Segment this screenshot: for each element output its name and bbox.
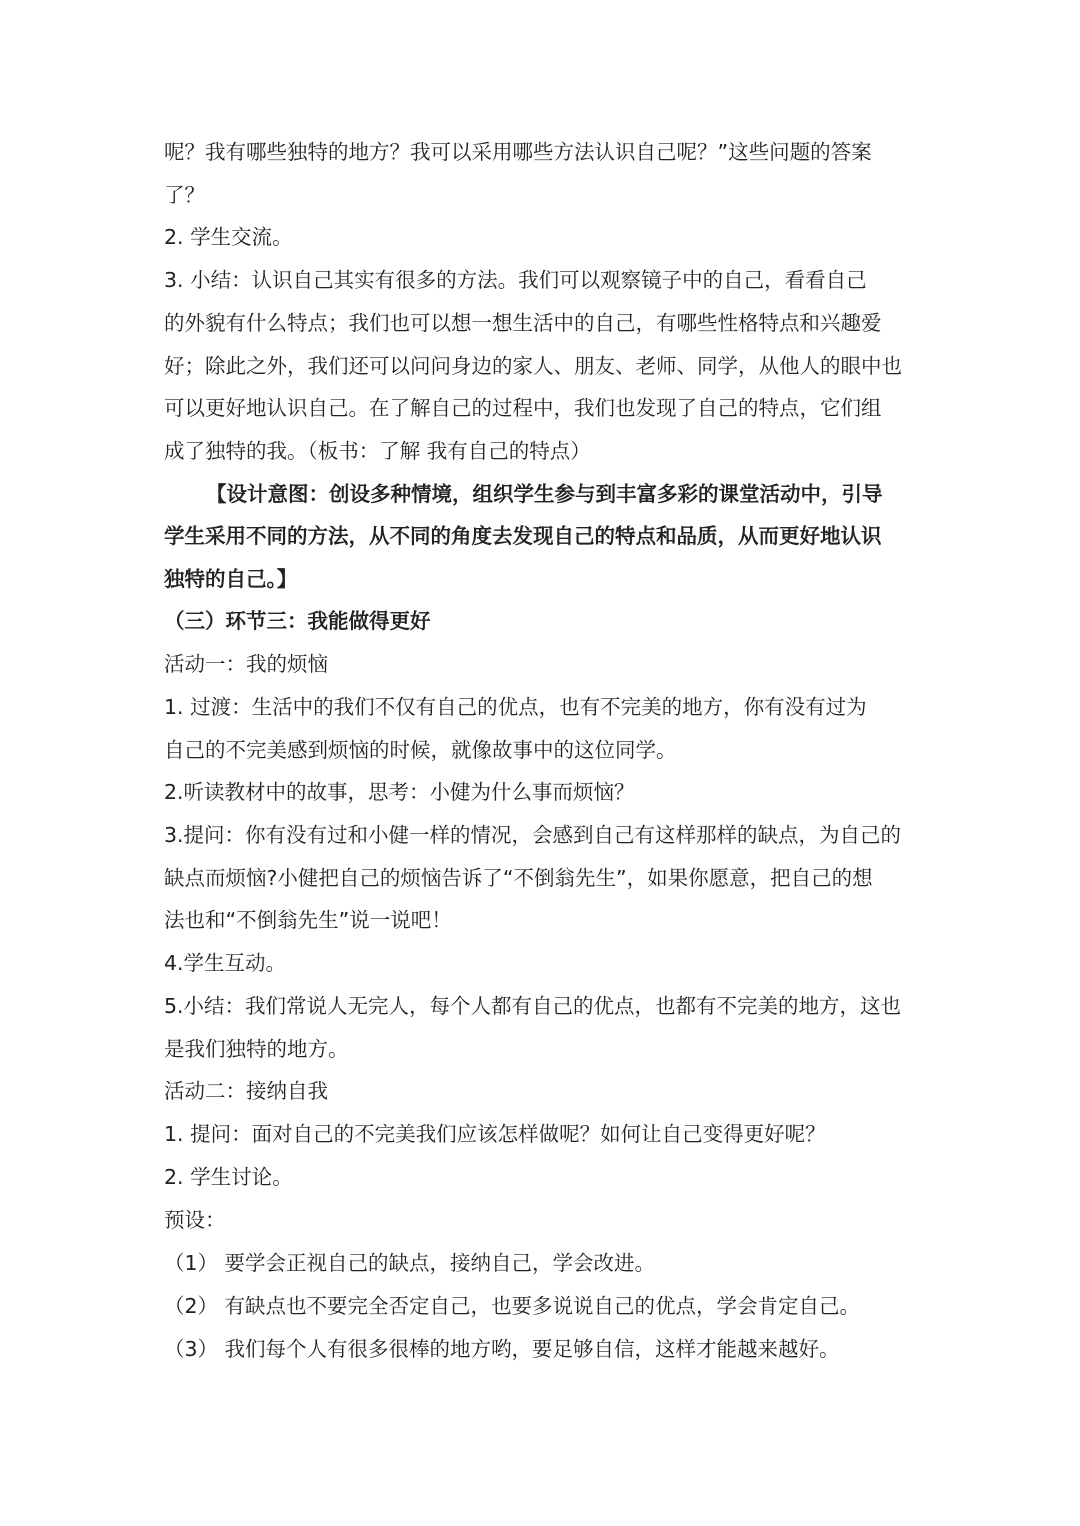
section-heading: （三）环节三：我能做得更好 (164, 609, 431, 633)
design-intent-note: 独特的自己。】 (164, 567, 298, 591)
activity-heading: 活动一：我的烦恼 (164, 652, 328, 676)
paragraph-line: 缺点而烦恼?小健把自己的烦恼告诉了“不倒翁先生”，如果你愿意，把自己的想 (164, 866, 873, 890)
paragraph-line: 成了独特的我。（板书：了解 我有自己的特点） (164, 439, 591, 463)
list-item: （2） 有缺点也不要完全否定自己，也要多说说自己的优点，学会肯定自己。 (164, 1294, 861, 1318)
list-item: 2. 学生交流。 (164, 225, 293, 249)
list-item: （3） 我们每个人有很多很棒的地方哟，要足够自信，这样才能越来越好。 (164, 1337, 840, 1361)
paragraph-line: 法也和“不倒翁先生”说一说吧！ (164, 908, 452, 932)
list-item: 2.听读教材中的故事，思考：小健为什么事而烦恼？ (164, 780, 635, 804)
paragraph-line: 呢？我有哪些独特的地方？我可以采用哪些方法认识自己呢？”这些问题的答案 (164, 140, 872, 164)
list-item: 1. 提问：面对自己的不完美我们应该怎样做呢？如何让自己变得更好呢？ (164, 1122, 826, 1146)
paragraph-line: 好；除此之外，我们还可以问问身边的家人、朋友、老师、同学，从他人的眼中也 (164, 354, 902, 378)
paragraph-line: 可以更好地认识自己。在了解自己的过程中，我们也发现了自己的特点，它们组 (164, 396, 882, 420)
paragraph-line: 的外貌有什么特点；我们也可以想一想生活中的自己，有哪些性格特点和兴趣爱 (164, 311, 882, 335)
design-intent-note: 【设计意图：创设多种情境，组织学生参与到丰富多彩的课堂活动中，引导 (206, 482, 883, 506)
list-item: 2. 学生讨论。 (164, 1165, 293, 1189)
paragraph-line: 自己的不完美感到烦恼的时候，就像故事中的这位同学。 (164, 738, 677, 762)
list-item: 3.提问：你有没有过和小健一样的情况，会感到自己有这样那样的缺点，为自己的 (164, 823, 902, 847)
list-item: 3. 小结：认识自己其实有很多的方法。我们可以观察镜子中的自己，看看自己 (164, 268, 867, 292)
design-intent-note: 学生采用不同的方法，从不同的角度去发现自己的特点和品质，从而更好地认识 (164, 524, 882, 548)
paragraph-line: 是我们独特的地方。 (164, 1037, 349, 1061)
preset-label: 预设： (164, 1208, 226, 1232)
list-item: 4.学生互动。 (164, 951, 287, 975)
list-item: 1. 过渡：生活中的我们不仅有自己的优点，也有不完美的地方，你有没有过为 (164, 695, 867, 719)
activity-heading: 活动二：接纳自我 (164, 1079, 328, 1103)
list-item: 5.小结：我们常说人无完人，每个人都有自己的优点，也都有不完美的地方，这也 (164, 994, 902, 1018)
paragraph-line: 了？ (164, 183, 205, 207)
list-item: （1） 要学会正视自己的缺点，接纳自己，学会改进。 (164, 1251, 656, 1275)
